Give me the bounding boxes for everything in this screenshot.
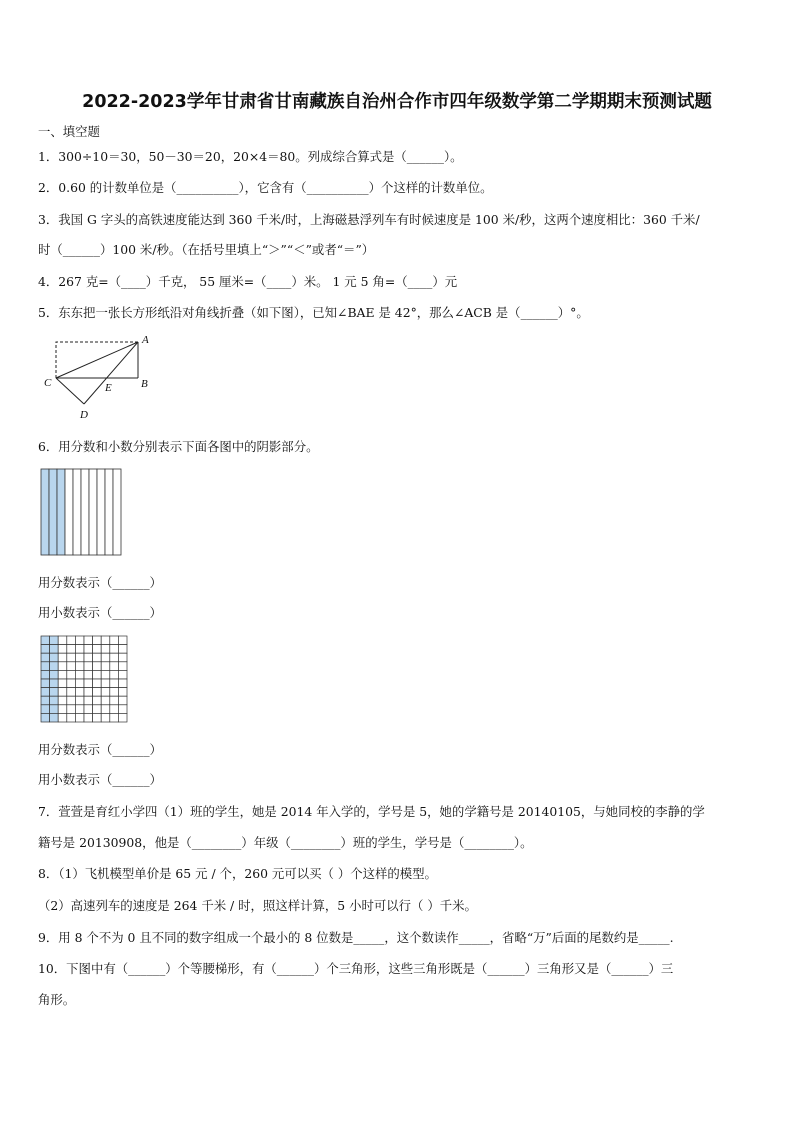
blank-grid-cell [84, 636, 93, 645]
blank-grid-cell [93, 696, 102, 705]
blank-grid-cell [93, 645, 102, 654]
blank-grid-cell [110, 679, 119, 688]
blank-grid-cell [93, 679, 102, 688]
question-10-line-1: 10．下图中有（______）个等腰梯形，有（______）个三角形，这些三角形既是（______）三角形又是（______）三 [38, 961, 674, 976]
blank-grid-cell [93, 705, 102, 714]
question-4: 4．267 克=（____）千克， 55 厘米=（____）米。 1 元 5 角=（____）元 [38, 274, 458, 289]
blank-grid-cell [84, 696, 93, 705]
blank-grid-cell [67, 688, 76, 697]
question-9: 9．用 8 个不为 0 且不同的数字组成一个最小的 8 位数是_____，这个数读作_____，省略“万”后面的尾数约是_____. [38, 930, 674, 945]
shaded-grid-cell [41, 713, 50, 722]
label-b: B [141, 378, 148, 390]
question-6: 6．用分数和小数分别表示下面各图中的阴影部分。 [38, 439, 319, 454]
blank-grid-cell [110, 713, 119, 722]
blank-grid-cell [84, 713, 93, 722]
blank-grid-cell [110, 662, 119, 671]
question-10-line-2: 角形。 [38, 992, 76, 1007]
shaded-grid-cell [50, 688, 59, 697]
folded-edge-cd [56, 378, 84, 404]
blank-grid-cell [58, 679, 67, 688]
blank-grid-cell [101, 705, 110, 714]
blank-grid-cell [67, 662, 76, 671]
folded-edge-ad [84, 342, 138, 404]
blank-grid-cell [110, 645, 119, 654]
diagonal-ca [56, 342, 138, 378]
blank-strip [65, 469, 73, 555]
blank-grid-cell [118, 662, 127, 671]
blank-grid-cell [58, 653, 67, 662]
blank-grid-cell [93, 636, 102, 645]
blank-grid-cell [101, 653, 110, 662]
blank-grid-cell [110, 696, 119, 705]
blank-grid-cell [58, 662, 67, 671]
question-5: 5．东东把一张长方形纸沿对角线折叠（如下图），已知∠BAE 是 42°，那么∠ACB 是（______）°。 [38, 305, 589, 320]
blank-grid-cell [84, 662, 93, 671]
question-6b-fraction: 用分数表示（______） [38, 742, 162, 757]
blank-grid-cell [58, 696, 67, 705]
blank-grid-cell [101, 662, 110, 671]
shaded-grid-cell [41, 662, 50, 671]
blank-grid-cell [58, 713, 67, 722]
blank-grid-cell [75, 670, 84, 679]
blank-grid-cell [118, 636, 127, 645]
question-3-line-1: 3．我国 G 字头的高铁速度能达到 360 千米/时，上海磁悬浮列车有时候速度是 100 米/秒，这两个速度相比：360 千米/ [38, 212, 700, 227]
shaded-grid-cell [41, 645, 50, 654]
blank-grid-cell [93, 653, 102, 662]
blank-grid-cell [101, 645, 110, 654]
shaded-grid-cell [50, 662, 59, 671]
blank-grid-cell [101, 636, 110, 645]
blank-grid-cell [75, 662, 84, 671]
question-7-line-1: 7．萱萱是育红小学四（1）班的学生，她是 2014 年入学的，学号是 5，她的学籍号是 20140105，与她同校的李静的学 [38, 804, 705, 819]
shaded-grid-cell [41, 679, 50, 688]
blank-grid-cell [93, 662, 102, 671]
blank-grid-cell [58, 705, 67, 714]
blank-grid-cell [110, 688, 119, 697]
blank-grid-cell [67, 645, 76, 654]
blank-grid-cell [110, 705, 119, 714]
blank-grid-cell [75, 713, 84, 722]
label-a: A [142, 334, 149, 346]
blank-grid-cell [118, 688, 127, 697]
blank-grid-cell [67, 696, 76, 705]
shaded-strip [49, 469, 57, 555]
question-6b-decimal: 用小数表示（______） [38, 772, 162, 787]
blank-grid-cell [75, 653, 84, 662]
section-heading-fill-in: 一、填空题 [38, 124, 100, 139]
blank-grid-cell [118, 653, 127, 662]
blank-strip [97, 469, 105, 555]
question-8-part-2: （2）高速列车的速度是 264 千米 / 时，照这样计算，5 小时可以行（ ）千米。 [38, 898, 477, 913]
shaded-grid-cell [50, 696, 59, 705]
blank-grid-cell [84, 645, 93, 654]
grid-shading-figure [40, 635, 128, 723]
blank-grid-cell [67, 705, 76, 714]
label-e: E [105, 382, 112, 394]
blank-strip [81, 469, 89, 555]
question-1: 1．300÷10＝30，50－30＝20，20×4＝80。列成综合算式是（______）。 [38, 149, 463, 164]
blank-grid-cell [118, 645, 127, 654]
blank-grid-cell [58, 645, 67, 654]
blank-grid-cell [101, 679, 110, 688]
shaded-grid-cell [50, 653, 59, 662]
shaded-grid-cell [50, 705, 59, 714]
question-6a-decimal: 用小数表示（______） [38, 605, 162, 620]
shaded-grid-cell [41, 688, 50, 697]
blank-grid-cell [75, 636, 84, 645]
blank-strip [73, 469, 81, 555]
blank-grid-cell [58, 670, 67, 679]
shaded-grid-cell [41, 696, 50, 705]
shaded-grid-cell [50, 713, 59, 722]
question-8-part-1: 8．（1）飞机模型单价是 65 元 / 个，260 元可以买（ ）个这样的模型。 [38, 866, 437, 881]
blank-grid-cell [67, 670, 76, 679]
shaded-grid-cell [50, 636, 59, 645]
blank-grid-cell [118, 670, 127, 679]
blank-grid-cell [110, 653, 119, 662]
question-2: 2．0.60 的计数单位是（__________），它含有（__________）个这样的计数单位。 [38, 180, 493, 195]
blank-strip [113, 469, 121, 555]
blank-grid-cell [75, 645, 84, 654]
blank-grid-cell [67, 653, 76, 662]
blank-grid-cell [75, 679, 84, 688]
question-7-line-2: 籍号是 20130908，他是（________）年级（________）班的学生，学号是（________）。 [38, 835, 533, 850]
label-d: D [80, 409, 88, 421]
shaded-grid-cell [41, 705, 50, 714]
blank-grid-cell [101, 670, 110, 679]
blank-grid-cell [58, 688, 67, 697]
blank-grid-cell [118, 713, 127, 722]
blank-strip [105, 469, 113, 555]
blank-grid-cell [84, 670, 93, 679]
blank-grid-cell [118, 705, 127, 714]
fold-rectangle-figure [38, 330, 163, 425]
strip-shading-figure [40, 468, 122, 556]
blank-grid-cell [118, 679, 127, 688]
shaded-grid-cell [41, 653, 50, 662]
shaded-grid-cell [50, 679, 59, 688]
blank-grid-cell [93, 713, 102, 722]
blank-grid-cell [110, 670, 119, 679]
blank-grid-cell [75, 688, 84, 697]
shaded-strip [41, 469, 49, 555]
shaded-grid-cell [41, 636, 50, 645]
blank-grid-cell [101, 696, 110, 705]
shaded-grid-cell [50, 645, 59, 654]
label-c: C [44, 377, 52, 389]
blank-grid-cell [93, 688, 102, 697]
blank-grid-cell [101, 713, 110, 722]
blank-grid-cell [84, 705, 93, 714]
blank-grid-cell [101, 688, 110, 697]
blank-grid-cell [75, 705, 84, 714]
blank-grid-cell [84, 653, 93, 662]
page-title: 2022-2023学年甘肃省甘南藏族自治州合作市四年级数学第二学期期末预测试题 [82, 92, 712, 112]
shaded-strip [57, 469, 65, 555]
blank-grid-cell [118, 696, 127, 705]
question-3-line-2: 时（______）100 米/秒。（在括号里填上“＞”“＜”或者“＝”） [38, 242, 375, 257]
shaded-grid-cell [41, 670, 50, 679]
blank-grid-cell [67, 679, 76, 688]
blank-grid-cell [93, 670, 102, 679]
blank-grid-cell [58, 636, 67, 645]
blank-grid-cell [84, 688, 93, 697]
blank-grid-cell [67, 713, 76, 722]
blank-grid-cell [75, 696, 84, 705]
question-6a-fraction: 用分数表示（______） [38, 575, 162, 590]
blank-grid-cell [84, 679, 93, 688]
blank-strip [89, 469, 97, 555]
blank-grid-cell [67, 636, 76, 645]
shaded-grid-cell [50, 670, 59, 679]
blank-grid-cell [110, 636, 119, 645]
